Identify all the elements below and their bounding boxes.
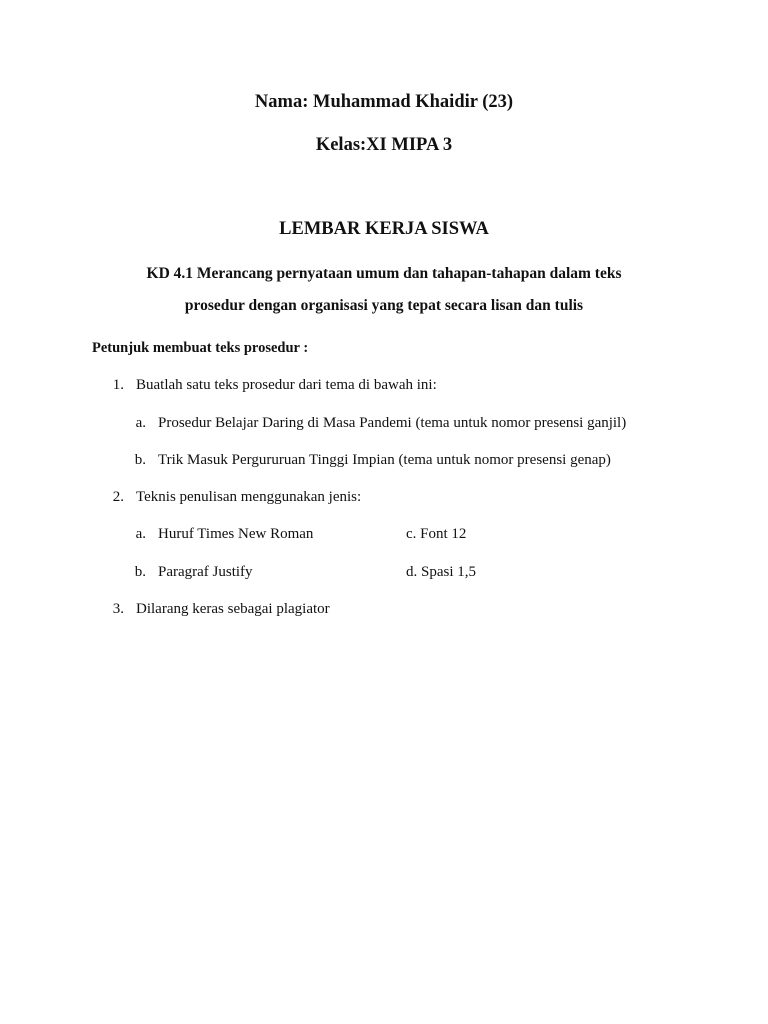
list-marker: 3.: [112, 601, 124, 617]
competency-line-2: prosedur dengan organisasi yang tepat secara lisan dan tulis: [184, 297, 584, 314]
student-class: Kelas:XI MIPA 3: [315, 135, 453, 155]
sub-list-marker: a.: [135, 526, 146, 542]
sub-list-item-text: Paragraf Justify: [158, 564, 253, 580]
sub-list-marker: a.: [135, 415, 146, 431]
competency-statement: [70, 258, 698, 322]
sub-list-item-right-text: c. Font 12: [406, 526, 467, 542]
sub-list-marker: b.: [134, 564, 146, 580]
worksheet-title: LEMBAR KERJA SISWA: [279, 219, 489, 239]
sub-list-item-right-text: d. Spasi 1,5: [406, 564, 477, 580]
sub-list-marker: b.: [134, 452, 146, 468]
list-marker: 1.: [112, 377, 124, 393]
instructions-heading: Petunjuk membuat teks prosedur :: [92, 340, 309, 356]
sub-list-item-text: Prosedur Belajar Daring di Masa Pandemi (tema untuk nomor presensi ganjil): [158, 415, 627, 431]
list-marker: 2.: [112, 489, 124, 505]
competency-line-1: KD 4.1 Merancang pernyataan umum dan tahapan-tahapan dalam teks: [146, 265, 622, 282]
student-name: Nama: Muhammad Khaidir (23): [254, 92, 514, 112]
list-item-text: Dilarang keras sebagai plagiator: [136, 601, 330, 617]
sub-list-item-text: Huruf Times New Roman: [158, 526, 314, 542]
list-item-text: Buatlah satu teks prosedur dari tema di bawah ini:: [136, 377, 437, 393]
list-item-text: Teknis penulisan menggunakan jenis:: [136, 489, 362, 505]
sub-list-item-text: Trik Masuk Pergururuan Tinggi Impian (tema untuk nomor presensi genap): [158, 452, 611, 468]
